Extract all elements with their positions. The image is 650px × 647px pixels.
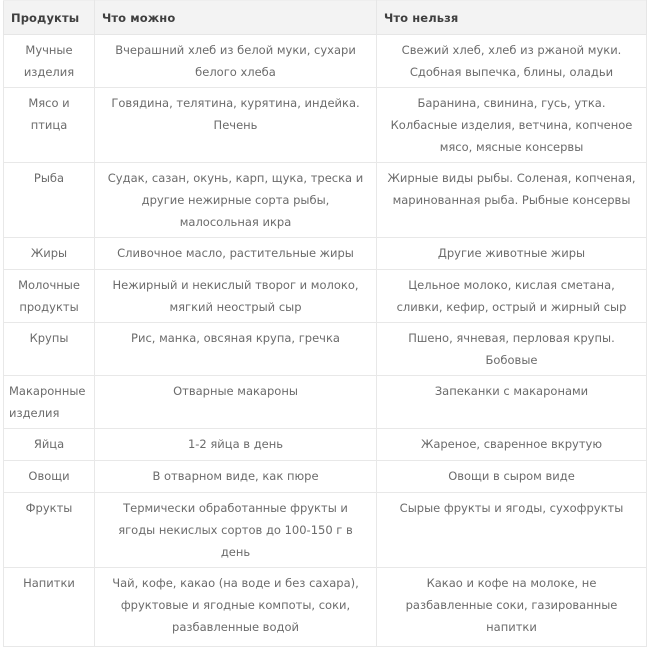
table-row: [4, 270, 647, 323]
product-cell: Жиры: [4, 238, 95, 270]
diet-food-table: [3, 0, 647, 647]
diet-table-container: [3, 0, 646, 647]
forbidden-cell: Жирные виды рыбы. Соленая, копченая, маринованная рыба. Рыбные консервы: [377, 163, 647, 238]
allowed-cell: Судак, сазан, окунь, карп, щука, треска и другие нежирные сорта рыбы, малосольная икра: [95, 163, 377, 238]
allowed-cell: Сливочное масло, растительные жиры: [95, 238, 377, 270]
forbidden-cell: Овощи в сыром виде: [377, 461, 647, 493]
forbidden-cell: Пшено, ячневая, перловая крупы. Бобовые: [377, 323, 647, 376]
allowed-cell: Нежирный и некислый творог и молоко, мягкий неострый сыр: [95, 270, 377, 323]
product-cell: Яйца: [4, 429, 95, 461]
product-cell: Макаронные изделия: [4, 376, 95, 429]
table-row: [4, 238, 647, 270]
allowed-cell: 1-2 яйца в день: [95, 429, 377, 461]
allowed-cell: В отварном виде, как пюре: [95, 461, 377, 493]
table-header-row: [4, 1, 647, 35]
table-row: [4, 35, 647, 88]
allowed-cell: Вчерашний хлеб из белой муки, сухари белого хлеба: [95, 35, 377, 88]
table-row: [4, 461, 647, 493]
allowed-cell: Термически обработанные фрукты и ягоды некислых сортов до 100-150 г в день: [95, 493, 377, 568]
forbidden-cell: Какао и кофе на молоке, не разбавленные соки, газированные напитки: [377, 568, 647, 647]
product-cell: Крупы: [4, 323, 95, 376]
allowed-cell: Отварные макароны: [95, 376, 377, 429]
table-row: [4, 323, 647, 376]
table-row: [4, 568, 647, 647]
product-cell: Напитки: [4, 568, 95, 647]
header-forbidden: Что нельзя: [377, 1, 647, 35]
allowed-cell: Чай, кофе, какао (на воде и без сахара), фруктовые и ягодные компоты, соки, разбавленные водой: [95, 568, 377, 647]
forbidden-cell: Свежий хлеб, хлеб из ржаной муки. Сдобная выпечка, блины, оладьи: [377, 35, 647, 88]
table-row: [4, 88, 647, 163]
allowed-cell: Рис, манка, овсяная крупа, гречка: [95, 323, 377, 376]
header-allowed: Что можно: [95, 1, 377, 35]
forbidden-cell: Цельное молоко, кислая сметана, сливки, кефир, острый и жирный сыр: [377, 270, 647, 323]
table-row: [4, 493, 647, 568]
header-products: Продукты: [4, 1, 95, 35]
product-cell: Мясо и птица: [4, 88, 95, 163]
forbidden-cell: Запеканки с макаронами: [377, 376, 647, 429]
forbidden-cell: Другие животные жиры: [377, 238, 647, 270]
table-row: [4, 429, 647, 461]
forbidden-cell: Сырые фрукты и ягоды, сухофрукты: [377, 493, 647, 568]
table-row: [4, 163, 647, 238]
product-cell: Молочные продукты: [4, 270, 95, 323]
forbidden-cell: Жареное, сваренное вкрутую: [377, 429, 647, 461]
allowed-cell: Говядина, телятина, курятина, индейка. Печень: [95, 88, 377, 163]
forbidden-cell: Баранина, свинина, гусь, утка. Колбасные изделия, ветчина, копченое мясо, мясные консервы: [377, 88, 647, 163]
product-cell: Мучные изделия: [4, 35, 95, 88]
product-cell: Рыба: [4, 163, 95, 238]
table-row: [4, 376, 647, 429]
product-cell: Фрукты: [4, 493, 95, 568]
product-cell: Овощи: [4, 461, 95, 493]
